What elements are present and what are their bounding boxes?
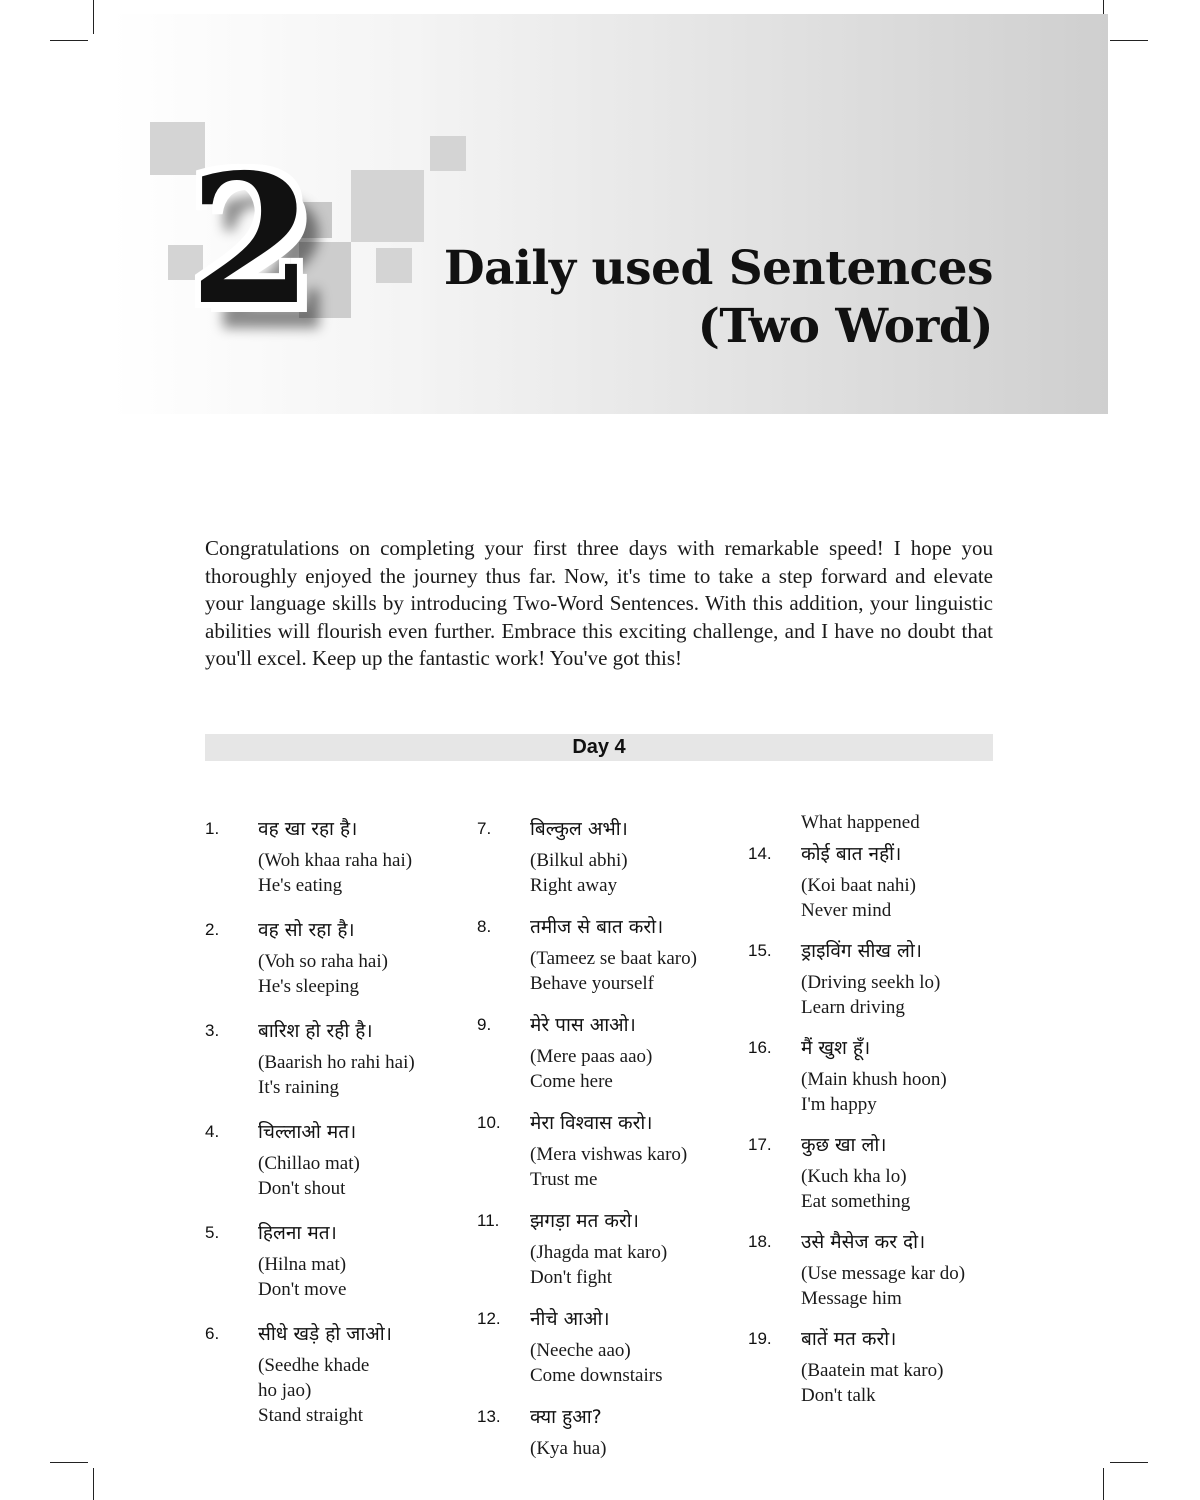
day-heading: Day 4 (205, 734, 993, 761)
hindi-text: उसे मैसेज कर दो। (801, 1231, 926, 1253)
item-number: 16. (748, 1038, 772, 1057)
crop-mark (93, 0, 94, 34)
hindi-text: हिलना मत। (258, 1222, 337, 1244)
sentence-item (477, 1202, 737, 1290)
hindi-text: क्या हुआ? (530, 1406, 602, 1428)
item-number: 15. (748, 941, 772, 960)
hindi-text: तमीज से बात करो। (530, 916, 664, 938)
sentence-item (205, 810, 455, 898)
item-number: 5. (205, 1223, 220, 1242)
item-number: 6. (205, 1324, 220, 1343)
sentence-item (748, 932, 1008, 1020)
crop-mark (1110, 40, 1148, 41)
decor-square (376, 248, 412, 283)
hindi-text: कुछ खा लो। (801, 1134, 887, 1156)
hindi-text: वह सो रहा है। (258, 919, 355, 941)
crop-mark (50, 1462, 88, 1463)
transliteration: (Jhagda mat karo) (530, 1242, 668, 1263)
sentence-item (748, 1223, 1008, 1311)
english-meaning: It's raining (258, 1077, 339, 1098)
item-number: 1. (205, 819, 220, 838)
transliteration: (Use message kar do) (801, 1263, 966, 1284)
item-number: 18. (748, 1232, 772, 1251)
hindi-text: मेरे पास आओ। (530, 1014, 636, 1036)
transliteration: (Voh so raha hai) (258, 951, 388, 972)
item-number: 2. (205, 920, 220, 939)
sentence-item (748, 1029, 1008, 1117)
english-meaning: Stand straight (258, 1405, 364, 1426)
transliteration: (Tameez se baat karo) (530, 948, 697, 969)
item-number: 14. (748, 844, 772, 863)
sentence-item (205, 1315, 455, 1428)
item-number: 19. (748, 1329, 772, 1348)
english-meaning: Behave yourself (530, 973, 654, 994)
sentence-item-continuation (748, 810, 1008, 835)
transliteration: (Driving seekh lo) (801, 972, 941, 993)
sentence-item (748, 1320, 1008, 1408)
transliteration: (Main khush hoon) (801, 1069, 947, 1090)
english-meaning: What happened (801, 812, 920, 833)
crop-mark (1103, 1468, 1104, 1500)
hindi-text: मेरा विश्वास करो। (530, 1112, 653, 1134)
english-meaning: Right away (530, 875, 618, 896)
english-meaning: He's sleeping (258, 976, 360, 997)
sentence-item (205, 1214, 455, 1302)
transliteration: (Hilna mat) (258, 1254, 347, 1275)
transliteration: (Kya hua) (530, 1438, 607, 1459)
crop-mark (1110, 1462, 1148, 1463)
transliteration: (Chillao mat) (258, 1153, 360, 1174)
item-number: 3. (205, 1021, 220, 1040)
transliteration-continued: ho jao) (258, 1380, 312, 1401)
sentence-column-3 (748, 810, 1008, 1408)
hindi-text: चिल्लाओ मत। (258, 1121, 357, 1143)
item-number: 12. (477, 1309, 501, 1328)
hindi-text: नीचे आओ। (530, 1308, 610, 1330)
crop-mark (93, 1468, 94, 1500)
chapter-title-line2: (Two Word) (697, 299, 993, 354)
transliteration: (Seedhe khade (258, 1355, 370, 1376)
english-meaning: Come downstairs (530, 1365, 663, 1386)
english-meaning: Message him (801, 1288, 902, 1309)
hindi-text: ड्राइविंग सीख लो। (801, 940, 922, 962)
crop-mark (50, 40, 88, 41)
sentence-item (477, 810, 737, 898)
sentence-item (477, 1398, 737, 1461)
chapter-number: 2 (189, 135, 313, 344)
hindi-text: झगड़ा मत करो। (530, 1210, 639, 1232)
english-meaning: Never mind (801, 900, 892, 921)
item-number: 17. (748, 1135, 772, 1154)
intro-paragraph: Congratulations on completing your first three days with remarkable speed! I hope you thoroughly enjoyed the journey thus far. Now, it's time to take a step forward and elevate your language skills by introducing Two-Word Sentences. With this addition, your linguistic abilities will flourish even further. Embrace this exciting challenge, and I have no doubt that you'll excel. Keep up the fantastic work! You've got this! (205, 536, 993, 671)
english-meaning: Eat something (801, 1191, 911, 1212)
transliteration: (Mere paas aao) (530, 1046, 653, 1067)
item-number: 9. (477, 1015, 492, 1034)
sentence-item (748, 835, 1008, 923)
item-number: 4. (205, 1122, 220, 1141)
english-meaning: Don't shout (258, 1178, 346, 1199)
transliteration: (Baatein mat karo) (801, 1360, 944, 1381)
hindi-text: मैं खुश हूँ। (801, 1037, 871, 1059)
english-meaning: Don't fight (530, 1267, 613, 1288)
hindi-text: वह खा रहा है। (258, 818, 358, 840)
hindi-text: बिल्कुल अभी। (530, 818, 628, 840)
hindi-text: सीधे खड़े हो जाओ। (258, 1323, 392, 1345)
decor-square (351, 170, 424, 242)
item-number: 10. (477, 1113, 501, 1132)
transliteration: (Baarish ho rahi hai) (258, 1052, 415, 1073)
transliteration: (Kuch kha lo) (801, 1166, 907, 1187)
hindi-text: बारिश हो रही है। (258, 1020, 373, 1042)
transliteration: (Bilkul abhi) (530, 850, 628, 871)
english-meaning: He's eating (258, 875, 343, 896)
item-number: 7. (477, 819, 492, 838)
sentence-item (477, 1300, 737, 1388)
transliteration: (Koi baat nahi) (801, 875, 917, 896)
sentence-item (477, 1006, 737, 1094)
transliteration: (Woh khaa raha hai) (258, 850, 413, 871)
english-meaning: I'm happy (801, 1094, 877, 1115)
english-meaning: Don't move (258, 1279, 347, 1300)
sentence-item (205, 1012, 455, 1100)
hindi-text: कोई बात नहीं। (801, 843, 902, 865)
sentence-item (748, 1126, 1008, 1214)
english-meaning: Don't talk (801, 1385, 876, 1406)
english-meaning: Trust me (530, 1169, 598, 1190)
sentence-item (205, 911, 455, 999)
transliteration: (Neeche aao) (530, 1340, 631, 1361)
item-number: 13. (477, 1407, 501, 1426)
chapter-title-line1: Daily used Sentences (443, 241, 993, 296)
chapter-title (444, 240, 993, 356)
sentence-item (205, 1113, 455, 1201)
sentence-item (477, 908, 737, 996)
sentence-column-2 (477, 810, 737, 1461)
sentence-column-1 (205, 810, 455, 1428)
hindi-text: बातें मत करो। (801, 1328, 897, 1350)
item-number: 11. (477, 1211, 500, 1230)
english-meaning: Come here (530, 1071, 613, 1092)
english-meaning: Learn driving (801, 997, 905, 1018)
sentence-item (477, 1104, 737, 1192)
transliteration: (Mera vishwas karo) (530, 1144, 688, 1165)
item-number: 8. (477, 917, 492, 936)
decor-square (430, 136, 466, 171)
